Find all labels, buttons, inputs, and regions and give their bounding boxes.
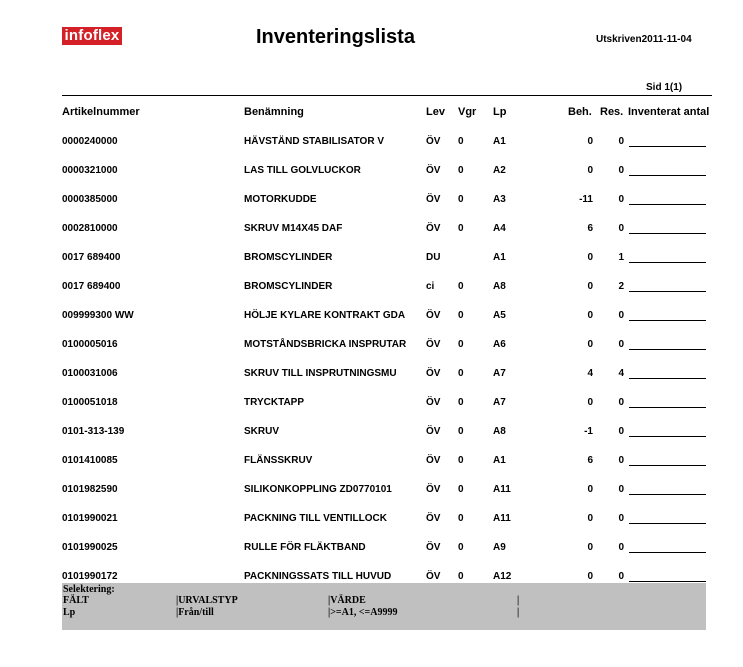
table-row	[0, 541, 743, 570]
supplier-code: ÖV	[426, 368, 441, 379]
supplier-code: ÖV	[426, 339, 441, 350]
selection-value-header: |VÄRDE	[328, 595, 366, 606]
supplier-code: ÖV	[426, 194, 441, 205]
item-name: BROMSCYLINDER	[244, 281, 333, 292]
table-row	[0, 512, 743, 541]
article-number: 0101410085	[62, 455, 118, 466]
table-row	[0, 454, 743, 483]
reserved-quantity: 0	[618, 136, 624, 147]
article-number: 0000321000	[62, 165, 118, 176]
storage-location: A5	[493, 310, 506, 321]
table-row	[0, 309, 743, 338]
storage-location: A2	[493, 165, 506, 176]
inventoried-quantity-line	[629, 233, 706, 234]
printed-date: Utskriven2011-11-04	[596, 34, 692, 45]
article-number: 0101-313-139	[62, 426, 125, 437]
column-header-name: Benämning	[244, 106, 304, 118]
article-number: 0101990021	[62, 513, 118, 524]
table-row	[0, 251, 743, 280]
storage-location: A1	[493, 455, 506, 466]
storage-location: A4	[493, 223, 506, 234]
reserved-quantity: 0	[618, 571, 624, 582]
inventoried-quantity-line	[629, 581, 706, 582]
product-group: 0	[458, 368, 464, 379]
item-name: PACKNINGSSATS TILL HUVUD	[244, 571, 392, 582]
storage-location: A1	[493, 252, 506, 263]
article-number: 0101990025	[62, 542, 118, 553]
item-name: RULLE FÖR FLÄKTBAND	[244, 542, 366, 553]
supplier-code: DU	[426, 252, 441, 263]
stock-quantity: 0	[587, 252, 593, 263]
stock-quantity: -11	[579, 194, 593, 205]
article-number: 0100051018	[62, 397, 118, 408]
storage-location: A8	[493, 281, 506, 292]
supplier-code: ÖV	[426, 484, 441, 495]
stock-quantity: 6	[587, 223, 593, 234]
selection-end-header: |	[517, 595, 520, 606]
stock-quantity: 0	[587, 484, 593, 495]
supplier-code: ÖV	[426, 426, 441, 437]
supplier-code: ÖV	[426, 397, 441, 408]
article-number: 0002810000	[62, 223, 118, 234]
article-number: 0017 689400	[62, 281, 121, 292]
storage-location: A12	[493, 571, 512, 582]
column-header-inventoried: Inventerat antal	[628, 106, 710, 118]
reserved-quantity: 0	[618, 165, 624, 176]
item-name: MOTORKUDDE	[244, 194, 317, 205]
inventoried-quantity-line	[629, 378, 706, 379]
supplier-code: ci	[426, 281, 435, 292]
stock-quantity: 6	[587, 455, 593, 466]
table-row	[0, 338, 743, 367]
table-row	[0, 193, 743, 222]
item-name: SKRUV	[244, 426, 280, 437]
selection-type-header: |URVALSTYP	[176, 595, 238, 606]
storage-location: A9	[493, 542, 506, 553]
product-group: 0	[458, 136, 464, 147]
product-group: 0	[458, 513, 464, 524]
stock-quantity: 0	[587, 281, 593, 292]
column-header-beh: Beh.	[568, 106, 592, 118]
item-name: MOTSTÅNDSBRICKA INSPRUTAR	[244, 339, 407, 350]
reserved-quantity: 0	[618, 194, 624, 205]
reserved-quantity: 0	[618, 426, 624, 437]
storage-location: A7	[493, 368, 506, 379]
item-name: SKRUV M14X45 DAF	[244, 223, 343, 234]
product-group: 0	[458, 571, 464, 582]
table-row	[0, 396, 743, 425]
table-row	[0, 135, 743, 164]
selection-field: Lp	[63, 607, 76, 618]
column-header-article: Artikelnummer	[62, 106, 140, 118]
table-row	[0, 222, 743, 251]
supplier-code: ÖV	[426, 571, 441, 582]
reserved-quantity: 0	[618, 339, 624, 350]
page-number: Sid 1(1)	[646, 82, 683, 93]
inventoried-quantity-line	[629, 349, 706, 350]
selection-end: |	[517, 607, 520, 618]
stock-quantity: 0	[587, 571, 593, 582]
table-row	[0, 483, 743, 512]
inventoried-quantity-line	[629, 552, 706, 553]
stock-quantity: 0	[587, 542, 593, 553]
inventoried-quantity-line	[629, 320, 706, 321]
reserved-quantity: 4	[618, 368, 624, 379]
inventoried-quantity-line	[629, 465, 706, 466]
product-group: 0	[458, 165, 464, 176]
inventoried-quantity-line	[629, 204, 706, 205]
header-rule	[62, 95, 712, 96]
supplier-code: ÖV	[426, 223, 441, 234]
column-header-lev: Lev	[426, 106, 445, 118]
product-group: 0	[458, 223, 464, 234]
item-name: FLÄNSSKRUV	[244, 455, 313, 466]
column-header-res: Res.	[600, 106, 624, 118]
inventoried-quantity-line	[629, 436, 706, 437]
column-header-lp: Lp	[493, 106, 507, 118]
supplier-code: ÖV	[426, 542, 441, 553]
item-name: PACKNING TILL VENTILLOCK	[244, 513, 387, 524]
inventoried-quantity-line	[629, 146, 706, 147]
supplier-code: ÖV	[426, 513, 441, 524]
infoflex-logo: infoflex	[62, 27, 122, 45]
stock-quantity: 0	[587, 165, 593, 176]
inventoried-quantity-line	[629, 291, 706, 292]
article-number: 0101982590	[62, 484, 118, 495]
storage-location: A8	[493, 426, 506, 437]
storage-location: A3	[493, 194, 506, 205]
reserved-quantity: 0	[618, 542, 624, 553]
storage-location: A1	[493, 136, 506, 147]
item-name: HÄVSTÄND STABILISATOR V	[244, 136, 385, 147]
supplier-code: ÖV	[426, 136, 441, 147]
reserved-quantity: 0	[618, 513, 624, 524]
stock-quantity: 4	[587, 368, 593, 379]
inventoried-quantity-line	[629, 175, 706, 176]
reserved-quantity: 2	[618, 281, 624, 292]
selection-field-header: FÄLT	[63, 595, 89, 606]
product-group: 0	[458, 397, 464, 408]
inventoried-quantity-line	[629, 262, 706, 263]
item-name: TRYCKTAPP	[244, 397, 304, 408]
reserved-quantity: 0	[618, 397, 624, 408]
table-row	[0, 367, 743, 396]
column-header-vgr: Vgr	[458, 106, 477, 118]
product-group: 0	[458, 484, 464, 495]
article-number: 0000240000	[62, 136, 118, 147]
storage-location: A11	[493, 484, 511, 495]
article-number: 009999300 WW	[62, 310, 134, 321]
article-number: 0017 689400	[62, 252, 121, 263]
item-name: HÖLJE KYLARE KONTRAKT GDA	[244, 310, 406, 321]
inventoried-quantity-line	[629, 407, 706, 408]
item-name: LAS TILL GOLVLUCKOR	[244, 165, 361, 176]
inventoried-quantity-line	[629, 494, 706, 495]
table-row	[0, 164, 743, 193]
product-group: 0	[458, 455, 464, 466]
product-group: 0	[458, 426, 464, 437]
storage-location: A6	[493, 339, 506, 350]
article-number: 0100005016	[62, 339, 118, 350]
article-number: 0101990172	[62, 571, 118, 582]
stock-quantity: 0	[587, 397, 593, 408]
selection-heading: Selektering:	[63, 584, 115, 595]
article-number: 0100031006	[62, 368, 118, 379]
product-group: 0	[458, 542, 464, 553]
reserved-quantity: 0	[618, 223, 624, 234]
reserved-quantity: 0	[618, 455, 624, 466]
table-row	[0, 425, 743, 454]
reserved-quantity: 0	[618, 484, 624, 495]
table-row	[0, 280, 743, 309]
stock-quantity: 0	[587, 339, 593, 350]
product-group: 0	[458, 339, 464, 350]
item-name: SILIKONKOPPLING ZD0770101	[244, 484, 392, 495]
supplier-code: ÖV	[426, 165, 441, 176]
product-group: 0	[458, 194, 464, 205]
product-group: 0	[458, 310, 464, 321]
product-group: 0	[458, 281, 464, 292]
stock-quantity: 0	[587, 136, 593, 147]
stock-quantity: 0	[587, 513, 593, 524]
selection-value: |>=A1, <=A9999	[328, 607, 398, 618]
stock-quantity: 0	[587, 310, 593, 321]
reserved-quantity: 0	[618, 310, 624, 321]
article-number: 0000385000	[62, 194, 118, 205]
report-title: Inventeringslista	[256, 26, 415, 48]
storage-location: A7	[493, 397, 506, 408]
item-name: BROMSCYLINDER	[244, 252, 333, 263]
storage-location: A11	[493, 513, 511, 524]
selection-panel	[62, 583, 706, 630]
supplier-code: ÖV	[426, 310, 441, 321]
inventoried-quantity-line	[629, 523, 706, 524]
reserved-quantity: 1	[618, 252, 624, 263]
supplier-code: ÖV	[426, 455, 441, 466]
selection-type: |Från/till	[176, 607, 214, 618]
item-name: SKRUV TILL INSPRUTNINGSMU	[244, 368, 397, 379]
stock-quantity: -1	[584, 426, 593, 437]
